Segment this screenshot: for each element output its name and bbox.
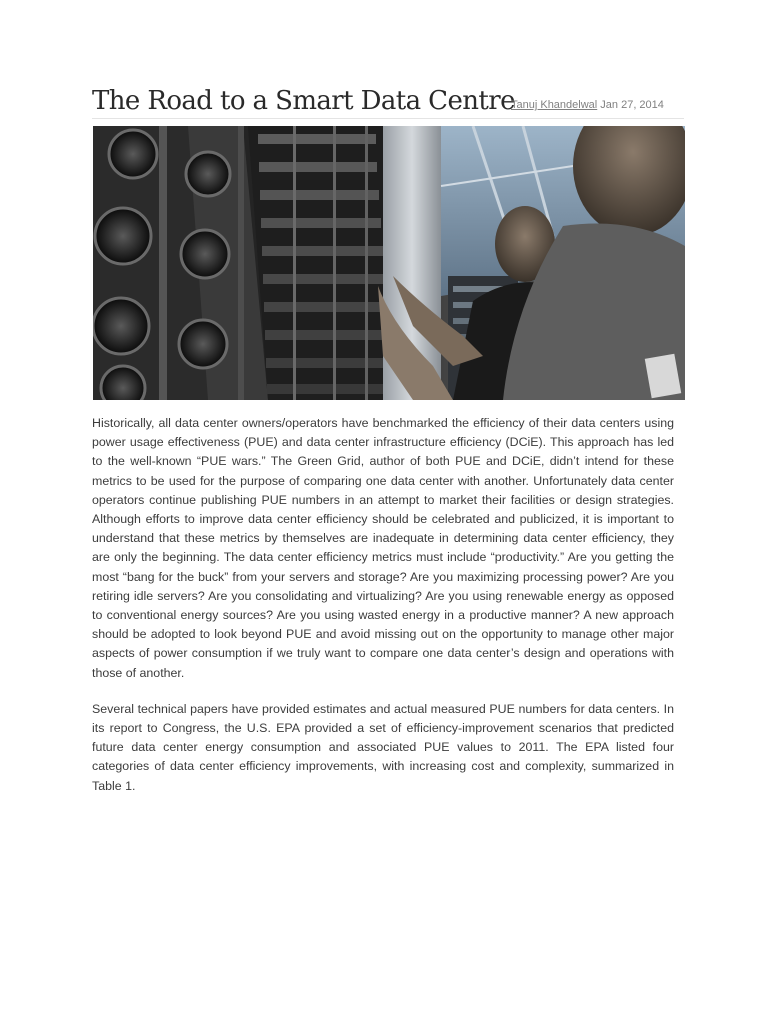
publish-date: Jan 27, 2014 <box>600 99 664 111</box>
hero-image <box>93 126 685 400</box>
server-rack-fans <box>93 126 268 400</box>
article-header <box>92 84 684 119</box>
paragraph: Several technical papers have provided estimates and actual measured PUE numbers for data centers. In its report to Congress, the U.S. EPA provided a set of efficiency-improvement scenarios that predicted future data center energy consumption and associated PUE values to 2011. The EPA listed four categories of data center efficiency improvements, with increasing cost and complexity, summarized in Table 1. <box>92 701 674 793</box>
author-link[interactable]: Tanuj Khandelwal <box>511 99 598 111</box>
byline <box>511 98 664 112</box>
paragraph: Historically, all data center owners/operators have benchmarked the efficiency of their data centers using power usage effectiveness (PUE) and data center infrastructure efficiency (DCiE). This approach has led to the well-known “PUE wars.” The Green Grid, author of both PUE and DCiE, didn’t intend for these metrics to be used for the purpose of comparing one data center with another. Unfortunately data center operators continue publishing PUE numbers in an attempt to market their facilities or design strategies. Although efforts to improve data center efficiency should be celebrated and publicized, it is important to understand that these metrics by themselves are inadequate in determining data center efficiency, they are only the beginning. The data center efficiency metrics must include “productivity.” Are you getting the most “bang for the buck” from your servers and storage? Are you maximizing processing power? Are you retiring idle servers? Are you consolidating and virtualizing? Are you using renewable energy as opposed to conventional energy sources? Are you using wasted energy in a productive manner? A new approach should be adopted to look beyond PUE and avoid missing out on the opportunity to manage other major aspects of power consumption if we truly want to compare one data center’s design and operations with those of another. <box>92 416 674 680</box>
server-rack-grid <box>248 126 393 400</box>
article-body <box>92 414 674 813</box>
article-title: The Road to a Smart Data Centre <box>92 86 515 116</box>
